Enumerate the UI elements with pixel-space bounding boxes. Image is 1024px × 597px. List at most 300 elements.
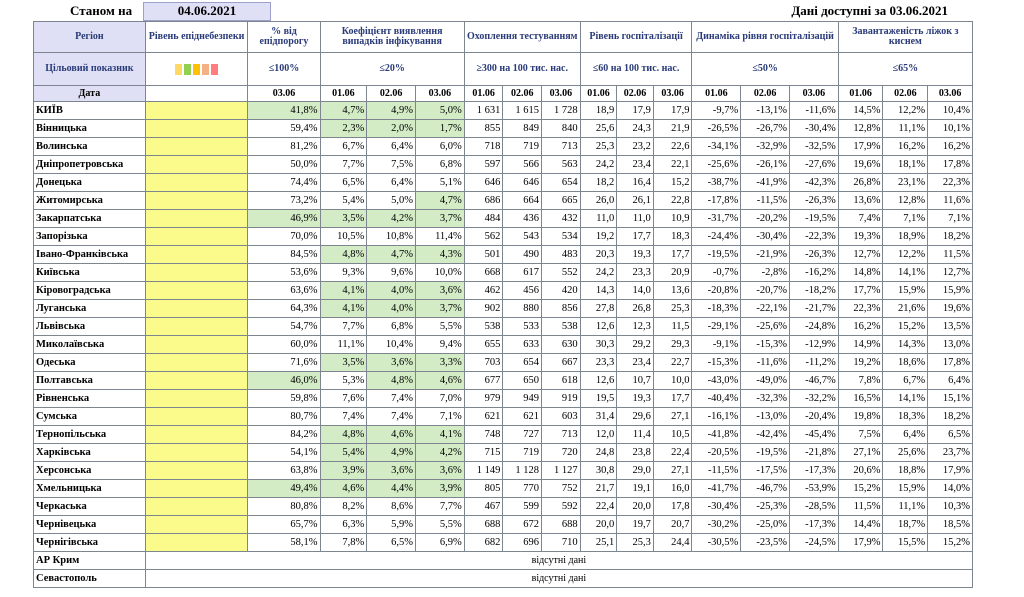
pct-threshold-cell: 63,8%: [248, 462, 320, 480]
testing-cell: 462: [464, 282, 503, 300]
hosp-dynamics-cell: -20,7%: [741, 282, 790, 300]
safety-level-cell: [145, 138, 248, 156]
hosp-dynamics-cell: -16,2%: [789, 264, 838, 282]
safety-swatch: [184, 64, 191, 75]
hospitalization-cell: 17,7: [653, 390, 692, 408]
detection-cell: 6,4%: [367, 174, 416, 192]
hospitalization-cell: 14,0: [617, 282, 654, 300]
oxygen-beds-cell: 16,5%: [838, 390, 883, 408]
hospitalization-cell: 20,7: [653, 516, 692, 534]
date-header-cell: 02.06: [883, 86, 928, 102]
pct-threshold-cell: 65,7%: [248, 516, 320, 534]
detection-cell: 1,7%: [416, 120, 465, 138]
testing-cell: 621: [503, 408, 542, 426]
region-name: Донецька: [34, 174, 146, 192]
region-name: Житомирська: [34, 192, 146, 210]
testing-cell: 686: [464, 192, 503, 210]
target-hospitalization: ≤60 на 100 тис. нас.: [580, 53, 692, 86]
pct-threshold-cell: 70,0%: [248, 228, 320, 246]
oxygen-beds-cell: 11,5%: [838, 498, 883, 516]
oxygen-beds-cell: 14,0%: [928, 480, 973, 498]
hospitalization-cell: 12,3: [617, 318, 654, 336]
testing-cell: 667: [542, 354, 581, 372]
hosp-dynamics-cell: -45,4%: [789, 426, 838, 444]
safety-level-cell: [145, 372, 248, 390]
hospitalization-cell: 29,3: [653, 336, 692, 354]
detection-cell: 3,7%: [416, 210, 465, 228]
safety-level-cell: [145, 498, 248, 516]
table-row: [34, 246, 973, 264]
testing-cell: 617: [503, 264, 542, 282]
safety-level-cell: [145, 174, 248, 192]
col-safety: Рівень епіднебезпеки: [145, 22, 248, 53]
target-label: Цільовий показник: [34, 53, 146, 86]
target-detection: ≤20%: [320, 53, 464, 86]
detection-cell: 8,6%: [367, 498, 416, 516]
region-name: АР Крим: [34, 552, 146, 570]
oxygen-beds-cell: 18,9%: [883, 228, 928, 246]
hosp-dynamics-cell: -15,3%: [741, 336, 790, 354]
safety-level-cell: [145, 318, 248, 336]
hospitalization-cell: 19,1: [617, 480, 654, 498]
detection-cell: 3,6%: [416, 462, 465, 480]
table-row: [34, 480, 973, 498]
detection-cell: 6,7%: [320, 138, 367, 156]
hospitalization-cell: 20,3: [580, 246, 617, 264]
header-row-titles: [34, 22, 973, 53]
oxygen-beds-cell: 13,0%: [928, 336, 973, 354]
testing-cell: 752: [542, 480, 581, 498]
hospitalization-cell: 29,0: [617, 462, 654, 480]
hosp-dynamics-cell: -26,3%: [789, 246, 838, 264]
pct-threshold-cell: 80,7%: [248, 408, 320, 426]
hospitalization-cell: 22,1: [653, 156, 692, 174]
oxygen-beds-cell: 12,7%: [928, 264, 973, 282]
hosp-dynamics-cell: -21,8%: [789, 444, 838, 462]
hosp-dynamics-cell: -42,4%: [741, 426, 790, 444]
hospitalization-cell: 26,0: [580, 192, 617, 210]
hospitalization-cell: 23,2: [617, 138, 654, 156]
oxygen-beds-cell: 15,5%: [883, 534, 928, 552]
as-of-label: Станом на: [70, 3, 133, 18]
table-row: [34, 174, 973, 192]
hosp-dynamics-cell: -11,5%: [741, 192, 790, 210]
testing-cell: 727: [503, 426, 542, 444]
testing-cell: 713: [542, 138, 581, 156]
pct-threshold-cell: 60,0%: [248, 336, 320, 354]
testing-cell: 748: [464, 426, 503, 444]
oxygen-beds-cell: 22,3%: [838, 300, 883, 318]
date-label: Дата: [34, 86, 146, 102]
oxygen-beds-cell: 22,3%: [928, 174, 973, 192]
testing-cell: 855: [464, 120, 503, 138]
testing-cell: 599: [503, 498, 542, 516]
detection-cell: 4,7%: [416, 192, 465, 210]
oxygen-beds-cell: 11,6%: [928, 192, 973, 210]
report-container: [33, 3, 973, 588]
table-row: [34, 282, 973, 300]
oxygen-beds-cell: 23,1%: [883, 174, 928, 192]
hospitalization-cell: 23,4: [617, 156, 654, 174]
hospitalization-cell: 11,0: [617, 210, 654, 228]
hosp-dynamics-cell: -19,5%: [789, 210, 838, 228]
table-row: [34, 264, 973, 282]
detection-cell: 6,9%: [416, 534, 465, 552]
safety-level-cell: [145, 102, 248, 120]
pct-threshold-cell: 63,6%: [248, 282, 320, 300]
safety-legend-icon: [175, 64, 218, 75]
testing-cell: 719: [503, 444, 542, 462]
hosp-dynamics-cell: -17,8%: [692, 192, 741, 210]
testing-cell: 490: [503, 246, 542, 264]
data-available-label: Дані доступні за 03.06.2021: [791, 3, 948, 18]
testing-cell: 713: [542, 426, 581, 444]
detection-cell: 4,0%: [367, 282, 416, 300]
missing-data-note: відсутні дані: [145, 552, 972, 570]
region-name: Закарпатська: [34, 210, 146, 228]
hospitalization-cell: 24,4: [653, 534, 692, 552]
date-pct: 03.06: [248, 86, 320, 102]
oxygen-beds-cell: 18,3%: [883, 408, 928, 426]
table-row: [34, 462, 973, 480]
hosp-dynamics-cell: -30,2%: [692, 516, 741, 534]
oxygen-beds-cell: 14,5%: [838, 102, 883, 120]
hospitalization-cell: 24,2: [580, 264, 617, 282]
region-name: Івано-Франківська: [34, 246, 146, 264]
hosp-dynamics-cell: -32,2%: [789, 390, 838, 408]
testing-cell: 715: [464, 444, 503, 462]
testing-cell: 668: [464, 264, 503, 282]
testing-cell: 1 128: [503, 462, 542, 480]
hospitalization-cell: 19,3: [617, 390, 654, 408]
oxygen-beds-cell: 11,5%: [928, 246, 973, 264]
testing-cell: 650: [503, 372, 542, 390]
region-name: Вінницька: [34, 120, 146, 138]
region-name: Волинська: [34, 138, 146, 156]
hosp-dynamics-cell: -26,7%: [741, 120, 790, 138]
oxygen-beds-cell: 14,1%: [883, 264, 928, 282]
testing-cell: 664: [503, 192, 542, 210]
table-row: [34, 372, 973, 390]
oxygen-beds-cell: 26,8%: [838, 174, 883, 192]
hosp-dynamics-cell: -24,8%: [789, 318, 838, 336]
region-name: Одеська: [34, 354, 146, 372]
oxygen-beds-cell: 12,2%: [883, 102, 928, 120]
detection-cell: 6,3%: [320, 516, 367, 534]
hosp-dynamics-cell: -25,6%: [692, 156, 741, 174]
hosp-dynamics-cell: -32,5%: [789, 138, 838, 156]
hosp-dynamics-cell: -30,4%: [789, 120, 838, 138]
region-name: Сумська: [34, 408, 146, 426]
safety-level-cell: [145, 354, 248, 372]
testing-cell: 630: [542, 336, 581, 354]
safety-level-cell: [145, 390, 248, 408]
hospitalization-cell: 22,4: [653, 444, 692, 462]
pct-threshold-cell: 84,2%: [248, 426, 320, 444]
oxygen-beds-cell: 15,2%: [883, 318, 928, 336]
hosp-dynamics-cell: -11,6%: [789, 102, 838, 120]
hosp-dynamics-cell: -17,3%: [789, 462, 838, 480]
testing-cell: 543: [503, 228, 542, 246]
region-name: Полтавська: [34, 372, 146, 390]
safety-level-cell: [145, 156, 248, 174]
hosp-dynamics-cell: -22,1%: [741, 300, 790, 318]
detection-cell: 5,5%: [416, 318, 465, 336]
date-header-cell: 03.06: [542, 86, 581, 102]
region-name: Запорізька: [34, 228, 146, 246]
detection-cell: 3,6%: [367, 354, 416, 372]
detection-cell: 4,2%: [416, 444, 465, 462]
date-header-cell: 02.06: [367, 86, 416, 102]
safety-swatch: [211, 64, 218, 75]
oxygen-beds-cell: 14,8%: [838, 264, 883, 282]
hospitalization-cell: 25,6: [580, 120, 617, 138]
detection-cell: 5,0%: [416, 102, 465, 120]
hospitalization-cell: 19,2: [580, 228, 617, 246]
hosp-dynamics-cell: -43,0%: [692, 372, 741, 390]
hospitalization-cell: 18,3: [653, 228, 692, 246]
detection-cell: 4,6%: [367, 426, 416, 444]
target-testing: ≥300 на 100 тис. нас.: [464, 53, 580, 86]
detection-cell: 10,0%: [416, 264, 465, 282]
testing-cell: 1 149: [464, 462, 503, 480]
hospitalization-cell: 16,4: [617, 174, 654, 192]
region-name: Кіровоградська: [34, 282, 146, 300]
table-row-missing: [34, 552, 973, 570]
detection-cell: 6,5%: [367, 534, 416, 552]
oxygen-beds-cell: 14,3%: [883, 336, 928, 354]
testing-cell: 677: [464, 372, 503, 390]
hosp-dynamics-cell: -19,5%: [692, 246, 741, 264]
hospitalization-cell: 19,3: [617, 246, 654, 264]
safety-level-cell: [145, 462, 248, 480]
detection-cell: 6,5%: [320, 174, 367, 192]
detection-cell: 7,0%: [416, 390, 465, 408]
table-row: [34, 516, 973, 534]
testing-cell: 720: [542, 444, 581, 462]
hospitalization-cell: 13,6: [653, 282, 692, 300]
safety-level-cell: [145, 534, 248, 552]
oxygen-beds-cell: 12,7%: [838, 246, 883, 264]
hosp-dynamics-cell: -26,5%: [692, 120, 741, 138]
col-hosp-dynamics: Динаміка рівня госпіталізацій: [692, 22, 838, 53]
safety-level-cell: [145, 264, 248, 282]
hosp-dynamics-cell: -20,5%: [692, 444, 741, 462]
detection-cell: 4,3%: [416, 246, 465, 264]
testing-cell: 672: [503, 516, 542, 534]
region-name: Миколаївська: [34, 336, 146, 354]
oxygen-beds-cell: 17,8%: [928, 354, 973, 372]
hosp-dynamics-cell: -11,5%: [692, 462, 741, 480]
pct-threshold-cell: 74,4%: [248, 174, 320, 192]
detection-cell: 3,6%: [416, 282, 465, 300]
oxygen-beds-cell: 7,1%: [883, 210, 928, 228]
hosp-dynamics-cell: -22,3%: [789, 228, 838, 246]
detection-cell: 7,4%: [320, 408, 367, 426]
hosp-dynamics-cell: -46,7%: [741, 480, 790, 498]
detection-cell: 4,9%: [367, 102, 416, 120]
oxygen-beds-cell: 17,7%: [838, 282, 883, 300]
oxygen-beds-cell: 12,8%: [883, 192, 928, 210]
hospitalization-cell: 29,6: [617, 408, 654, 426]
pct-threshold-cell: 41,8%: [248, 102, 320, 120]
testing-cell: 420: [542, 282, 581, 300]
hosp-dynamics-cell: -2,8%: [741, 264, 790, 282]
oxygen-beds-cell: 27,1%: [838, 444, 883, 462]
hospitalization-cell: 23,4: [617, 354, 654, 372]
testing-cell: 682: [464, 534, 503, 552]
detection-cell: 3,5%: [320, 210, 367, 228]
detection-cell: 3,7%: [416, 300, 465, 318]
safety-level-cell: [145, 426, 248, 444]
hosp-dynamics-cell: -28,5%: [789, 498, 838, 516]
hosp-dynamics-cell: -9,1%: [692, 336, 741, 354]
date-header-cell: 01.06: [464, 86, 503, 102]
pct-threshold-cell: 46,9%: [248, 210, 320, 228]
hosp-dynamics-cell: -25,0%: [741, 516, 790, 534]
hospitalization-cell: 20,0: [617, 498, 654, 516]
hosp-dynamics-cell: -17,5%: [741, 462, 790, 480]
pct-threshold-cell: 64,3%: [248, 300, 320, 318]
hospitalization-cell: 20,9: [653, 264, 692, 282]
date-header-cell: 03.06: [928, 86, 973, 102]
safety-level-cell: [145, 444, 248, 462]
oxygen-beds-cell: 19,6%: [838, 156, 883, 174]
hosp-dynamics-cell: -41,8%: [692, 426, 741, 444]
safety-level-cell: [145, 246, 248, 264]
testing-cell: 805: [464, 480, 503, 498]
testing-cell: 456: [503, 282, 542, 300]
oxygen-beds-cell: 19,6%: [928, 300, 973, 318]
table-row: [34, 228, 973, 246]
hospitalization-cell: 11,4: [617, 426, 654, 444]
safety-level-cell: [145, 192, 248, 210]
detection-cell: 3,6%: [367, 462, 416, 480]
hosp-dynamics-cell: -9,7%: [692, 102, 741, 120]
detection-cell: 4,4%: [367, 480, 416, 498]
table-row: [34, 192, 973, 210]
hospitalization-cell: 25,3: [653, 300, 692, 318]
hosp-dynamics-cell: -17,3%: [789, 516, 838, 534]
hosp-dynamics-cell: -21,7%: [789, 300, 838, 318]
col-oxygen-beds: Завантаженість ліжок з киснем: [838, 22, 972, 53]
hosp-dynamics-cell: -38,7%: [692, 174, 741, 192]
oxygen-beds-cell: 13,6%: [838, 192, 883, 210]
oxygen-beds-cell: 17,8%: [928, 156, 973, 174]
pct-threshold-cell: 46,0%: [248, 372, 320, 390]
oxygen-beds-cell: 19,8%: [838, 408, 883, 426]
oxygen-beds-cell: 11,1%: [883, 120, 928, 138]
date-header-cell: 01.06: [320, 86, 367, 102]
detection-cell: 4,7%: [320, 102, 367, 120]
testing-cell: 552: [542, 264, 581, 282]
oxygen-beds-cell: 18,8%: [883, 462, 928, 480]
hosp-dynamics-cell: -32,9%: [741, 138, 790, 156]
detection-cell: 3,3%: [416, 354, 465, 372]
table-row: [34, 156, 973, 174]
col-hospitalization: Рівень госпіталізації: [580, 22, 692, 53]
detection-cell: 5,4%: [320, 444, 367, 462]
hospitalization-cell: 25,1: [580, 534, 617, 552]
oxygen-beds-cell: 15,9%: [883, 282, 928, 300]
oxygen-beds-cell: 7,5%: [838, 426, 883, 444]
testing-cell: 880: [503, 300, 542, 318]
date-header-cell: 02.06: [503, 86, 542, 102]
testing-cell: 919: [542, 390, 581, 408]
testing-cell: 618: [542, 372, 581, 390]
hospitalization-cell: 10,5: [653, 426, 692, 444]
testing-cell: 592: [542, 498, 581, 516]
detection-cell: 9,6%: [367, 264, 416, 282]
table-row: [34, 408, 973, 426]
hosp-dynamics-cell: -11,2%: [789, 354, 838, 372]
oxygen-beds-cell: 12,8%: [838, 120, 883, 138]
oxygen-beds-cell: 17,9%: [838, 534, 883, 552]
testing-cell: 710: [542, 534, 581, 552]
detection-cell: 2,0%: [367, 120, 416, 138]
detection-cell: 10,8%: [367, 228, 416, 246]
table-row: [34, 102, 973, 120]
testing-cell: 1 615: [503, 102, 542, 120]
oxygen-beds-cell: 16,2%: [838, 318, 883, 336]
pct-threshold-cell: 80,8%: [248, 498, 320, 516]
hosp-dynamics-cell: -20,2%: [741, 210, 790, 228]
table-row-missing: [34, 570, 973, 588]
hospitalization-cell: 26,8: [617, 300, 654, 318]
hosp-dynamics-cell: -41,9%: [741, 174, 790, 192]
hosp-dynamics-cell: -24,5%: [789, 534, 838, 552]
oxygen-beds-cell: 11,1%: [883, 498, 928, 516]
hosp-dynamics-cell: -27,6%: [789, 156, 838, 174]
pct-threshold-cell: 71,6%: [248, 354, 320, 372]
detection-cell: 5,1%: [416, 174, 465, 192]
oxygen-beds-cell: 6,7%: [883, 372, 928, 390]
hosp-dynamics-cell: -11,6%: [741, 354, 790, 372]
hospitalization-cell: 11,5: [653, 318, 692, 336]
detection-cell: 3,9%: [320, 462, 367, 480]
region-name: Черкаська: [34, 498, 146, 516]
safety-swatch: [193, 64, 200, 75]
region-name: Харківська: [34, 444, 146, 462]
hospitalization-cell: 18,2: [580, 174, 617, 192]
region-name: Херсонська: [34, 462, 146, 480]
detection-cell: 10,4%: [367, 336, 416, 354]
date-header-cell: 02.06: [741, 86, 790, 102]
oxygen-beds-cell: 7,4%: [838, 210, 883, 228]
detection-cell: 6,8%: [367, 318, 416, 336]
oxygen-beds-cell: 18,2%: [928, 408, 973, 426]
as-of-date: 04.06.2021: [143, 2, 271, 21]
hosp-dynamics-cell: -30,4%: [741, 228, 790, 246]
hospitalization-cell: 18,9: [580, 102, 617, 120]
hospitalization-cell: 17,7: [617, 228, 654, 246]
table-row: [34, 138, 973, 156]
oxygen-beds-cell: 15,2%: [838, 480, 883, 498]
oxygen-beds-cell: 17,9%: [838, 138, 883, 156]
testing-cell: 654: [542, 174, 581, 192]
hosp-dynamics-cell: -21,9%: [741, 246, 790, 264]
testing-cell: 840: [542, 120, 581, 138]
safety-level-cell: [145, 480, 248, 498]
oxygen-beds-cell: 7,8%: [838, 372, 883, 390]
report-header: [33, 3, 973, 19]
testing-cell: 483: [542, 246, 581, 264]
hosp-dynamics-cell: -0,7%: [692, 264, 741, 282]
testing-cell: 533: [503, 318, 542, 336]
hospitalization-cell: 10,9: [653, 210, 692, 228]
col-region: Регіон: [34, 22, 146, 53]
hospitalization-cell: 24,8: [580, 444, 617, 462]
